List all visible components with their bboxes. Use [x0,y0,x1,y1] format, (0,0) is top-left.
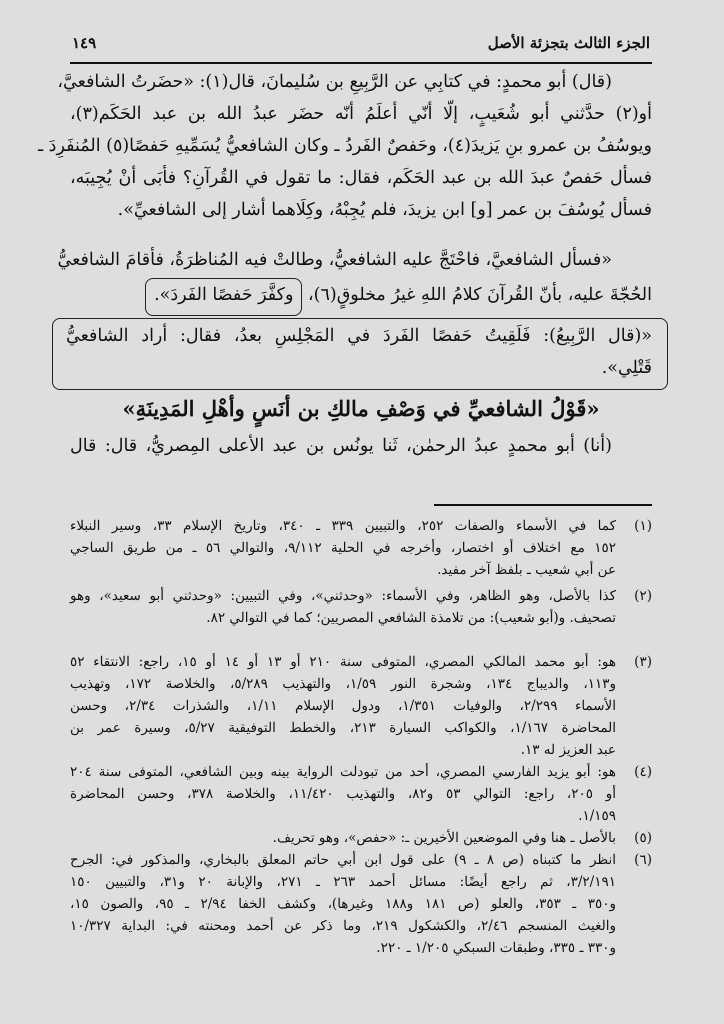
footnote-line: المحاضرة ١/١٦٧، والكواكب السيارة ٢١٣، والخطط التوفيقية ٥/٢٧، وسيرة عمر بن [70,720,616,736]
text-line [70,284,652,316]
text-line: (قال) أبو محمدٍ: في كتابِي عن الرَّبِيعِ بن سُليمانَ، قال(١): «حضَرتُ الشافعيَّ، [57,72,612,92]
footnote-line: ١/١٥٩. [578,808,616,824]
footnote-line: عن أبي شعيب ـ بلفظ آخر مفيد. [437,562,616,578]
footnote [70,654,652,764]
footnote-number: (٥) [634,830,652,846]
running-title: الجزء الثالث بتجزئة الأصل [487,34,650,52]
footnote-rule [434,504,652,506]
header-rule [70,62,652,64]
footnote-number: (٦) [634,852,652,868]
footnote-line: الأسماء ٢/٢٩٩، والوفيات ١/٣٥١، ودول الإسلام ١/١١، والشذرات ٢/٣٤، وحسن [70,698,616,714]
footnote-line: هو: أبو محمد المالكي المصري، المتوفى سنة ٢١٠ أو ١٣ أو ١٤ أو ١٥، راجع: الانتقاء ٥٢ [70,654,616,670]
footnote-line: تصحيف. و(أبو شعيب): من تلامذة الشافعي المصريين؛ كما في التوالي ٨٢. [206,610,616,626]
text-line: «(قال الرَّبِيعُ): فَلَقِيتُ حَفصًا الفَردَ في المَجْلِسِ بعدُ، فقال: أراد الشافعيُّ [66,326,652,346]
footnote-number: (١) [634,518,652,534]
page-number: ١٤٩ [72,34,97,52]
footnote-line: ٣/٢/١٩١، ثم راجع أيضًا: مسائل أحمد ٢٦٣ ـ ٢٧١، والإبانة ٢٠ و٣١، والتبيين ١٥٠ [70,874,616,890]
footnote-line: و٣٣٠ ـ ٣٣٥، وطبقات السبكي ١/٢٠٥ ـ ٢٢٠. [376,940,616,956]
footnote [70,518,652,584]
footnote-number: (٤) [634,764,652,780]
footnote-line: انظر ما كتبناه (ص ٨ ـ ٩) على قول ابن أبي حاتم المعلق بالبخاري، والمذكور في: الجرح [70,852,616,868]
footnote-line: عبد العزيز له ١٣. [520,742,616,758]
text-line: فسأل حَفصٌ عبدَ الله بن عبد الحَكَم، فقال: ما تقول في القُرآنِ؟ فأبَى أنْ يُجِيبَه، [70,168,652,188]
text-line: قَتْلِي». [601,358,652,378]
footnote [70,764,652,830]
footnote-line: بالأصل ـ هنا وفي الموضعين الأخيرين ـ: «حفص»، وهو تحريف. [272,830,616,846]
text-line: (أنا) أبو محمدٍ عبدُ الرحمٰن، ثَنا يونُس بن عبد الأعلى المِصريُّ، قال: قال [70,436,612,456]
section-heading: «قَوْلُ الشافعيِّ في وَصْفِ مالكِ بن أنَسٍ وأهْلِ المَدِينَةِ» [122,396,600,421]
footnote-line: والغيث المنسجم ٢/٤٦، والكشكول ٢١٩، وما ذكر عن أحمد ومحنته في: البداية ١٠/٣٢٧ [70,918,617,934]
highlight-box: وكفَّرَ حَفصًا الفَردَ». [145,278,302,316]
footnote-number: (٣) [634,654,652,670]
footnote [70,588,652,632]
running-header [70,30,650,58]
footnote-line: ١٥٢ مع اختلاف أو اختصار، وأخرجه في الحلية ٩/١١٢، والتوالي ٥٦ ـ من طريق الساجي [70,540,616,556]
text-line: «فسأل الشافعيَّ، فاحْتَجَّ عليه الشافعيُّ، وطالتْ فيه المُناظرَةُ، فأقامَ الشافعيُّ [57,250,612,270]
text-line: فسأل يُوسُفَ بن عمر [و] ابن يزيدَ، فلم يُجِبْهُ، وكِلَاهما أشار إلى الشافعيِّ». [117,200,652,220]
text-line: ويوسُفُ بن عمرو بنِ يَزيدَ(٤)، وحَفصٌ الفَردُ ـ وكان الشافعيُّ يُسَمِّيهِ حَفصًا(٥) المُنفَرِدَ ـ [37,136,652,156]
footnote-line: هو: أبو يزيد الفارسي المصري، أحد من تبودلت الرواية بينه وبين الشافعي، المتوفى سنة ٢٠٤ [70,764,616,780]
footnote [70,830,652,852]
text-segment: الحُجّةَ عليه، بأنّ القُرآنَ كلامُ اللهِ غيرُ مخلوقٍ(٦)، [302,285,652,305]
footnote [70,852,652,962]
footnote-line: كذا بالأصل، وهو الظاهر، وفي الأسماء: «وحدثني»، وفي التبيين: «وحدثني أبو سعيد»، وهو [70,588,616,604]
footnote-number: (٢) [634,588,652,604]
footnote-line: أو ٢٠٥، راجع: التوالي ٥٣ و٨٢، والتهذيب ١١/٤٢٠، والخلاصة ٣٧٨، وحسن المحاضرة [70,786,617,802]
text-line: أو(٢) حدَّثني أبو شُعَيبٍ، إلّا أنّي أعلَمُ أنّه حضَر عبدُ الله بن عبد الحَكَم(٣)، [70,104,652,124]
footnote-line: و٣٥٠ ـ ٣٥٣، والعلو (ص ١٨١ و١٨٨ وغيرها)، وكشف الخفا ٢/٩٤ ـ ٩٥، والصون ١٥، [70,896,616,912]
footnote-line: و١١٣، والديباج ١٣٤، وشجرة النور ١/٥٩، والتهذيب ٥/٢٨٩، والخلاصة ١٧٢، وتهذيب [70,676,616,692]
footnote-line: كما في الأسماء والصفات ٢٥٢، والتبيين ٣٣٩ ـ ٣٤٠، وتاريخ الإسلام ٣٣، وسير النبلاء [70,518,616,534]
